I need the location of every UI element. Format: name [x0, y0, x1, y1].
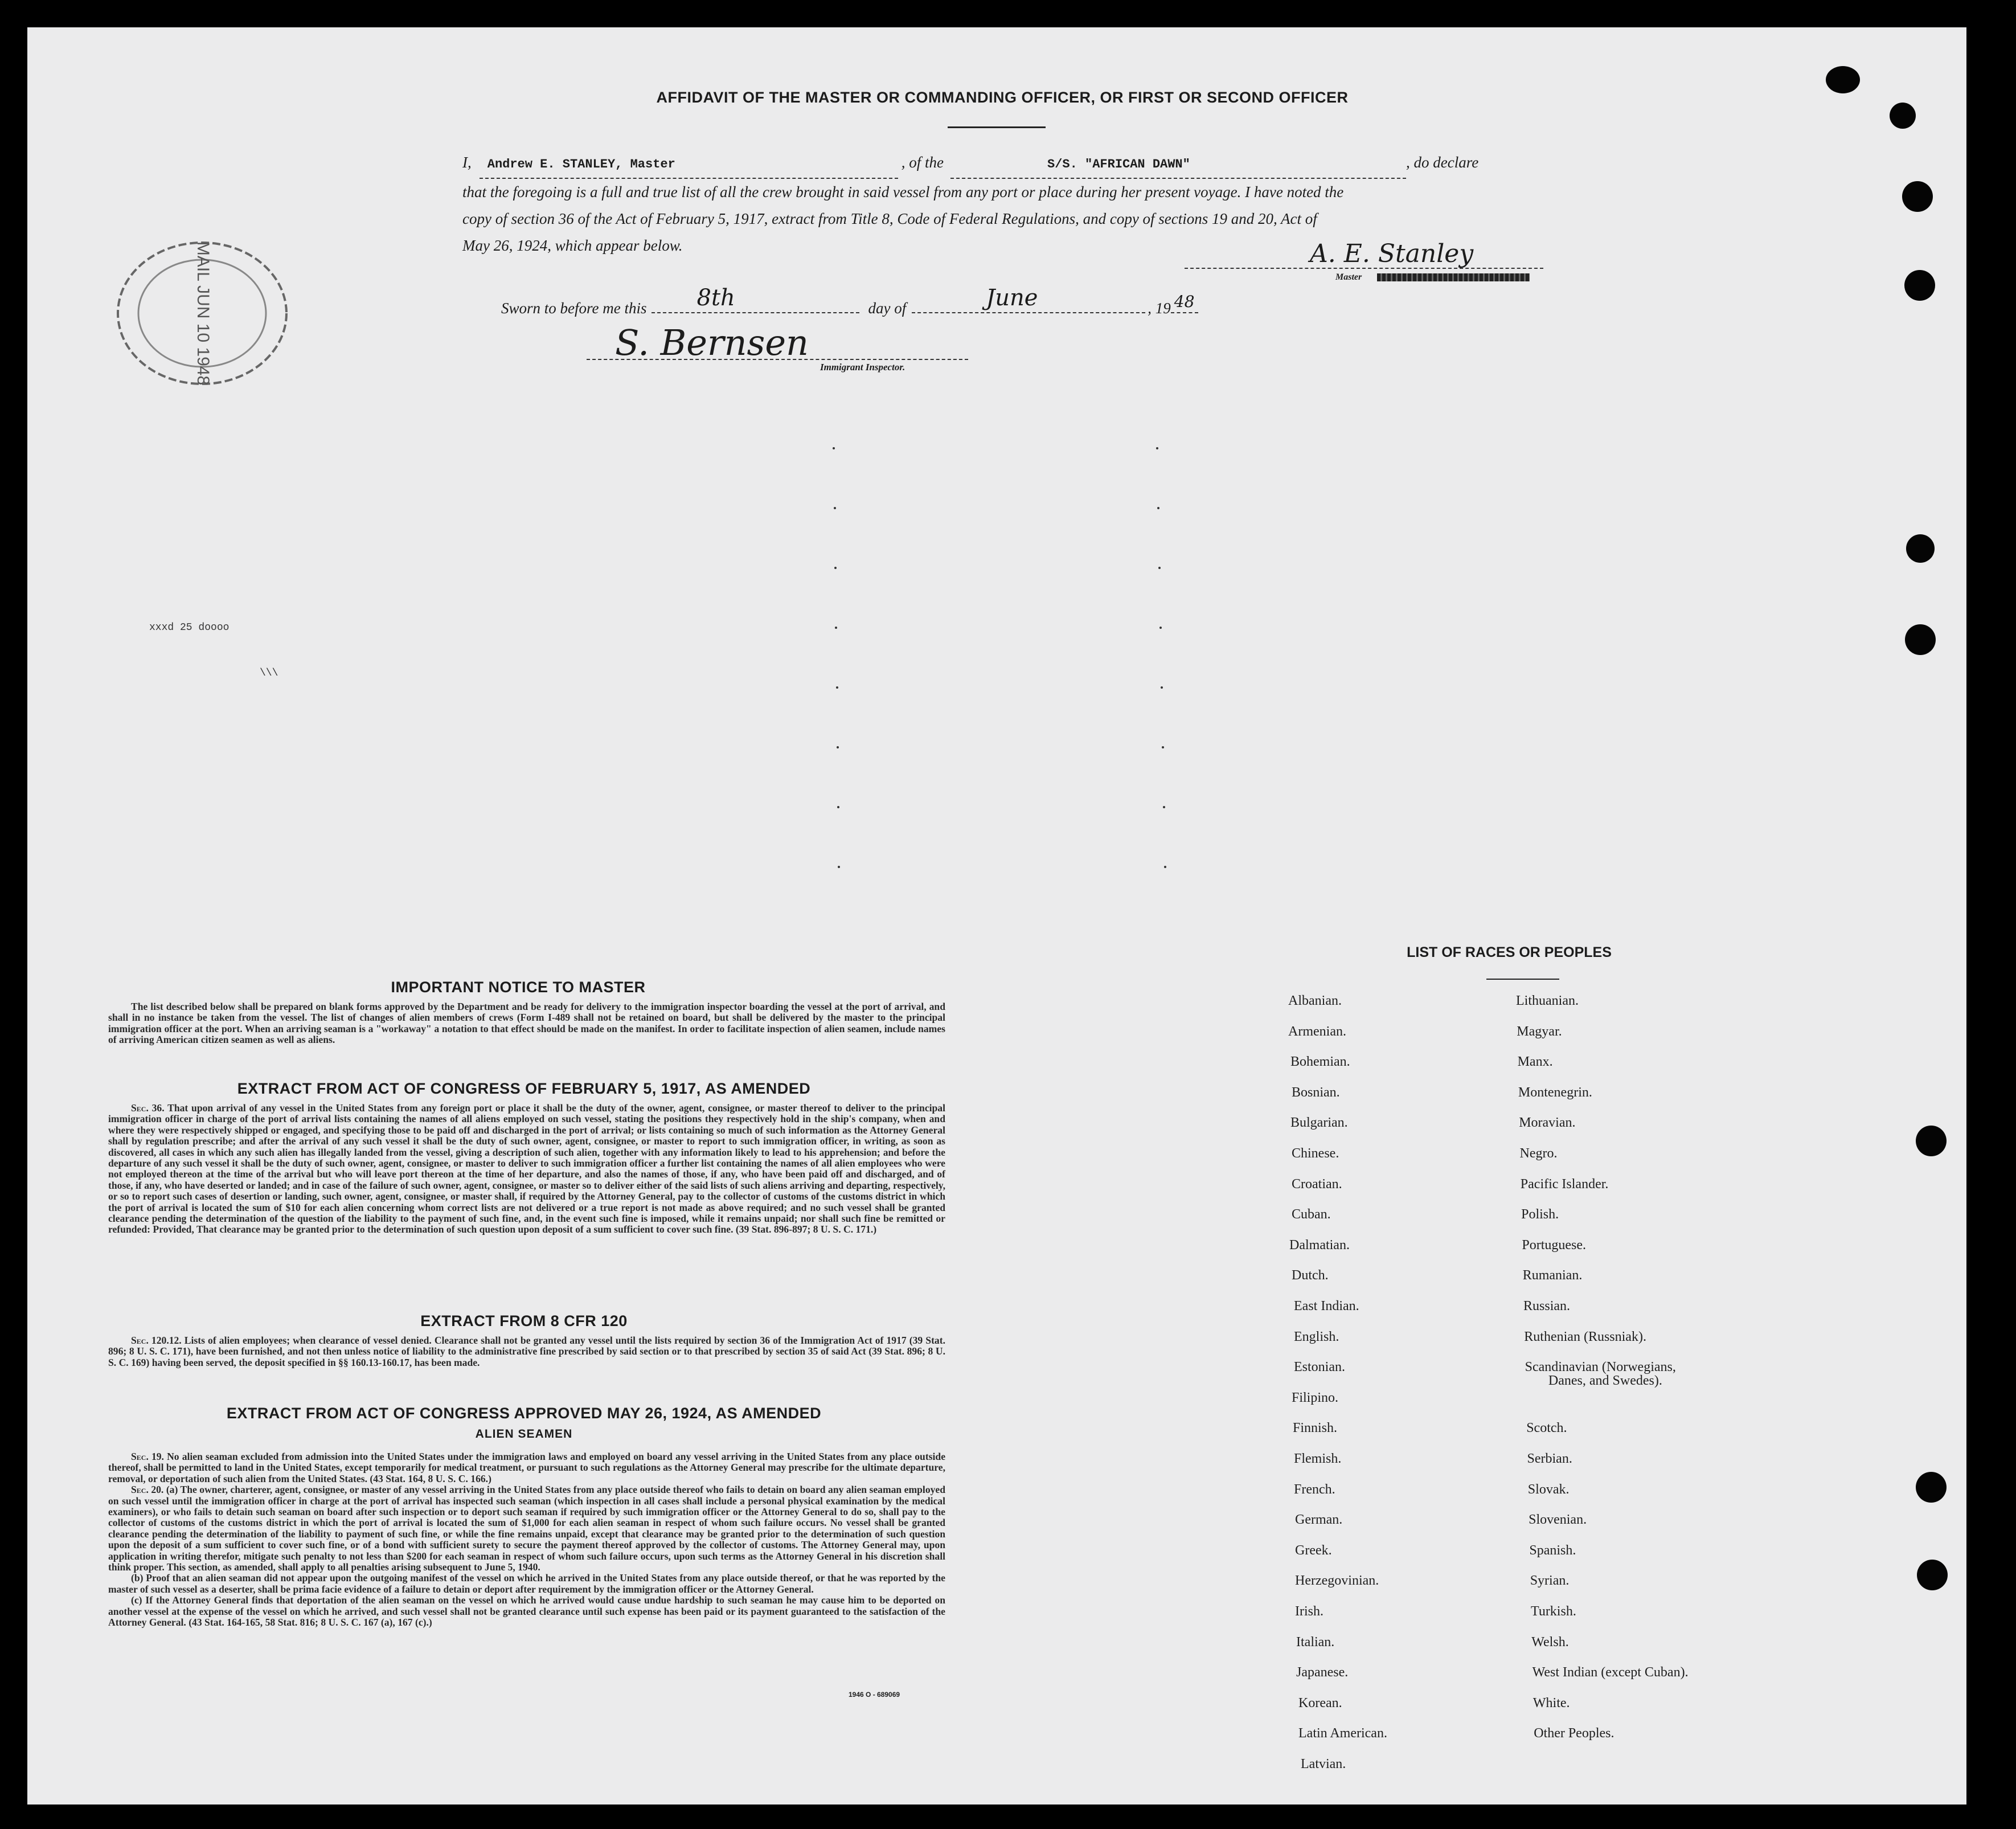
race-item: English.: [1294, 1329, 1339, 1344]
binder-hole: [1905, 624, 1936, 655]
decl-of-the: , of the: [901, 154, 944, 171]
form-dot: [1158, 567, 1161, 569]
race-item: Irish.: [1295, 1604, 1323, 1619]
form-dot: [1156, 447, 1158, 449]
race-item: Syrian.: [1530, 1573, 1570, 1589]
race-item: French.: [1294, 1482, 1335, 1497]
form-dot: [1161, 686, 1163, 689]
binder-hole: [1904, 270, 1935, 301]
vessel-name-field: S/S. "AFRICAN DAWN": [950, 151, 1406, 179]
race-item: Finnish.: [1293, 1421, 1338, 1436]
form-dot: [834, 567, 837, 569]
race-item: Serbian.: [1527, 1451, 1572, 1466]
race-item: Cuban.: [1292, 1207, 1331, 1222]
sworn-line: [501, 285, 1198, 317]
print-code: 1946 O - 689069: [849, 1691, 900, 1699]
form-dot: [837, 806, 839, 808]
race-item: Other Peoples.: [1534, 1726, 1615, 1741]
race-item: Spanish.: [1529, 1542, 1576, 1558]
race-item: Magyar.: [1517, 1024, 1562, 1039]
sworn-day-field: [651, 285, 859, 313]
race-item: Danes, and Swedes).: [1548, 1373, 1662, 1389]
year-prefix: , 19: [1148, 300, 1171, 317]
races-heading: LIST OF RACES OR PEOPLES: [1407, 944, 1612, 960]
race-item: Slovak.: [1527, 1482, 1570, 1497]
race-item: Japanese.: [1296, 1665, 1349, 1680]
decl-line-3: copy of section 36 of the Act of February 5, 1917, extract from Title 8, Code of Federal Regulations, and copy of sections 19 and 20, Act of: [462, 210, 1317, 227]
race-item: Slovenian.: [1529, 1512, 1587, 1528]
race-item: Manx.: [1517, 1054, 1553, 1070]
form-dot: [837, 746, 839, 748]
cfr-body: [108, 1335, 945, 1368]
race-item: Albanian.: [1288, 993, 1342, 1008]
postmark-stamp: [111, 239, 290, 387]
race-item: Dutch.: [1292, 1268, 1329, 1283]
form-dot: [1163, 806, 1165, 808]
race-item: Italian.: [1296, 1634, 1335, 1650]
notice-heading: IMPORTANT NOTICE TO MASTER: [391, 979, 646, 996]
race-item: Estonian.: [1294, 1360, 1345, 1375]
binder-hole: [1826, 66, 1860, 93]
race-item: Bulgarian.: [1290, 1115, 1348, 1131]
race-item: Flemish.: [1294, 1451, 1342, 1466]
race-item: Negro.: [1519, 1146, 1558, 1161]
sworn-month-field: [912, 285, 1145, 313]
extract-1917-heading: EXTRACT FROM ACT OF CONGRESS OF FEBRUARY 5, 1917, AS AMENDED: [237, 1080, 811, 1097]
race-item: Bosnian.: [1292, 1085, 1340, 1100]
form-dot: [1162, 746, 1164, 748]
extract-1924-heading: EXTRACT FROM ACT OF CONGRESS APPROVED MAY 26, 1924, AS AMENDED: [226, 1405, 822, 1422]
decl-prefix: I,: [462, 154, 472, 171]
race-item: Dalmatian.: [1289, 1237, 1350, 1253]
affidavit-title: AFFIDAVIT OF THE MASTER OR COMMANDING OFFICER, OR FIRST OR SECOND OFFICER: [656, 89, 1349, 106]
section-120-text: Lists of alien employees; when clearance of vessel denied. Clearance shall not be granted any vessel until the lists required by section 36 of the Immigration Act of 1917 (39 Stat. 896; 8 U. S. C. 171), have been furnished, and not then unless notice of liability to the administrative fine prescribed by said section or to that prescribed by section 35 of said Act (39 Stat. 896; 8 U. S. C. 169) having been served, the deposit specified in §§ 160.13-160.17, has been made.: [108, 1335, 945, 1368]
race-item: East Indian.: [1294, 1299, 1359, 1314]
race-item: Russian.: [1523, 1299, 1571, 1314]
notice-text: The list described below shall be prepared on blank forms approved by the Department and be ready for delivery to the immigration inspector boarding the vessel at the port of arrival, and shall in no instance be taken from the vessel. The list of changes of alien members of crews (Form I-489 shall not be retained on board, but shall be delivered by the master to the principal immigration officer at the port. When an arriving seaman is a "workaway" a notation to that effect should be made on the manifest. In order to facilitate inspection of alien seamen, include names of arriving American citizen seamen as well as aliens.: [108, 1001, 945, 1046]
sworn-day: 8th: [696, 285, 735, 311]
race-item: Ruthenian (Russniak).: [1524, 1329, 1646, 1344]
race-item: Bohemian.: [1290, 1054, 1350, 1070]
inspector-label: Immigrant Inspector.: [820, 362, 905, 373]
form-dot: [1164, 866, 1166, 868]
race-item: Welsh.: [1531, 1634, 1569, 1650]
form-dot: [833, 447, 835, 449]
binder-hole: [1902, 181, 1933, 212]
day-of-text: day of: [868, 300, 907, 317]
binder-hole: [1890, 103, 1916, 129]
race-item: Lithuanian.: [1516, 993, 1579, 1008]
decl-line-2: that the foregoing is a full and true list of all the crew brought in said vessel from any port or place during her present voyage. I have noted the: [462, 183, 1344, 201]
race-item: Moravian.: [1519, 1115, 1576, 1131]
alien-seamen-heading: ALIEN SEAMEN: [475, 1427, 573, 1441]
race-item: Latin American.: [1298, 1726, 1387, 1741]
sworn-month: June: [986, 285, 1038, 311]
race-item: Chinese.: [1292, 1146, 1339, 1161]
section-20a-text: (a) The owner, charterer, agent, consignee, or master of any vessel arriving in the United States from any place outside thereof who fails to detain on board any alien seaman employed on such vessel until the immigration officer in charge at the port of arrival has inspected such seaman (which inspection in all cases shall include a personal physical examination by the medical examiners), or who fails to detain such seaman on board after such inspection or to deport such seaman if required by such immigration officer or the Attorney General to do so, shall pay to the collector of customs of the customs district in which the port of arrival is located the sum of $1,000 for each alien seaman in respect of whom such failure occurs. No vessel shall be granted clearance pending the determination of the liability to payment of such fine, or while the fine remains unpaid, except that clearance may be granted prior to the determination of such question upon the deposit of a sum sufficient to cover such fine, or of a bond with sufficient surety to secure the payment thereof approved by the collector of customs. The Attorney General may, upon application in writing therefor, mitigate such penalty to not less than $200 for each seaman in respect of whom such failure occurs, upon such terms as the Attorney General in his discretion shall think proper. This section, as amended, shall apply to all penalties arising subsequent to June 5, 1940.: [108, 1484, 946, 1573]
section-20b-text: (b) Proof that an alien seaman did not appear upon the outgoing manifest of the vessel on which he arrived in the United States from any place outside thereof, or that he was reported by the master of such vessel as a deserter, shall be prima facie evidence of a failure to detain or deport after requirement by the immigration officer or the Attorney General.: [108, 1572, 945, 1595]
title-rule: [948, 126, 1046, 128]
cfr-heading: EXTRACT FROM 8 CFR 120: [420, 1312, 628, 1329]
section-20c-text: (c) If the Attorney General finds that deportation of the alien seaman on the vessel on which he arrived would cause undue hardship to such seaman he may cause him to be deported on another vessel at the expense of the vessel on which he arrived, and such vessel shall not be granted clearance until such expense has been paid or its payment guaranteed to the satisfaction of the Attorney General. (43 Stat. 164-165, 58 Stat. 816; 8 U. S. C. 167 (a), 167 (c).): [108, 1594, 945, 1628]
race-item: Latvian.: [1301, 1757, 1346, 1771]
sworn-text: Sworn to before me this: [501, 300, 647, 317]
binder-hole: [1916, 1472, 1947, 1503]
race-item: Rumanian.: [1522, 1268, 1583, 1283]
race-item: Montenegrin.: [1518, 1085, 1592, 1100]
section-36-text: That upon arrival of any vessel in the United States from any foreign port or place it shall be the duty of the owner, agent, consignee, or master thereof to deliver to the principal immigration officer in charge of the port of arrival lists containing the names of all aliens employed on such vessel, stating the positions they respectively hold in the ship's company, when and where they were respectively shipped or engaged, and specifying those to be paid off and discharged in the port of arrival; or lists containing so much of such information as the Attorney General shall by regulation prescribe; and after the arrival of any such vessel it shall be the duty of such owner, agent, consignee, or master to report to such immigration officer, in writing, as soon as discovered, all cases in which any such alien has illegally landed from the vessel, giving a description of such alien, together with any information likely to lead to his apprehension; and before the departure of any such vessel it shall be the duty of such owner, agent, consignee, or master to deliver to such immigration officer a further list containing the names of all alien employees who were not employed thereon at the time of the arrival but who will leave port thereon at the time of her departure, and also the names of those, if any, who have been paid off and discharged, and of those, if any, who have deserted or landed; and in case of the failure of such owner, agent, consignee, or master so to deliver either of the said lists of such aliens arriving and departing, respectively, or so to report such cases of desertion or landing, such owner, agent, consignee, or master shall, if required by the Attorney General, pay to the collector of customs of the customs district in which the port of arrival is located the sum of $10 for each alien concerning whom correct lists are not delivered or a true report is not made as above required; and no such vessel shall be granted clearance pending the determination of the question of the liability to the payment of such fine, and, in the event such fine is imposed, while it remains unpaid; nor shall such fine be remitted or refunded: Provided, That clearance may be granted prior to the determination of such question upon deposit of a sum sufficient to cover such fine. (39 Stat. 896-897; 8 U. S. C. 171.): [108, 1102, 945, 1235]
races-rule: [1486, 979, 1559, 980]
race-item: Pacific Islander.: [1520, 1176, 1609, 1192]
race-item: Portuguese.: [1522, 1237, 1587, 1253]
race-item: Polish.: [1521, 1207, 1559, 1222]
margin-mark: xxxd 25 doooo: [149, 622, 230, 633]
notice-body: [108, 1001, 945, 1046]
master-signature: A. E. Stanley: [1310, 239, 1474, 268]
master-name-field: Andrew E. STANLEY, Master: [480, 151, 898, 179]
race-item: Filipino.: [1292, 1390, 1339, 1405]
section-20-label: Sec. 20.: [131, 1484, 164, 1496]
form-dot: [836, 686, 838, 689]
race-item: Greek.: [1295, 1542, 1332, 1558]
struck-out-text: [1377, 273, 1530, 281]
year-field: [1171, 292, 1198, 313]
inspector-signature: S. Bernsen: [615, 322, 809, 363]
race-item: Scotch.: [1526, 1421, 1567, 1436]
decl-do-declare: , do declare: [1406, 154, 1479, 171]
section-19-label: Sec. 19.: [131, 1451, 164, 1462]
form-dot: [1159, 627, 1162, 629]
race-item: White.: [1533, 1695, 1570, 1711]
form-dot: [838, 866, 840, 868]
binder-hole: [1916, 1126, 1947, 1156]
race-item: Scandinavian (Norwegians,: [1525, 1360, 1676, 1375]
form-dot: [834, 507, 836, 509]
year-suffix: 48: [1174, 292, 1195, 311]
race-item: Korean.: [1298, 1695, 1342, 1711]
section-36-label: Sec. 36.: [131, 1102, 165, 1114]
extract-1917-body: [108, 1103, 945, 1235]
binder-hole: [1917, 1560, 1948, 1590]
binder-hole: [1906, 534, 1935, 563]
master-label: Master: [1335, 272, 1362, 282]
form-dot: [835, 627, 837, 629]
inspector-signature-line: [587, 359, 968, 360]
race-item: Turkish.: [1531, 1604, 1576, 1619]
section-120-label: Sec. 120.12.: [131, 1335, 182, 1346]
margin-mark: \\\: [260, 668, 278, 679]
extract-1924-body: [108, 1451, 945, 1628]
decl-line-4: May 26, 1924, which appear below.: [462, 237, 683, 254]
form-dot: [1157, 507, 1159, 509]
race-item: West Indian (except Cuban).: [1532, 1665, 1689, 1680]
race-item: Croatian.: [1292, 1176, 1342, 1192]
race-item: Herzegovinian.: [1295, 1573, 1379, 1589]
stamp-text: MAIL JUN 10 1948: [194, 241, 212, 386]
race-item: Armenian.: [1288, 1024, 1346, 1039]
race-item: German.: [1295, 1512, 1343, 1528]
section-19-text: No alien seaman excluded from admission into the United States under the immigration laws and employed on board any vessel arriving in the United States from any place outside thereof, shall be permitted to land in the United States, except temporarily for medical treatment, or pursuant to such regulations as the Attorney General may prescribe for the ultimate departure, removal, or deportation of such alien from the United States. (43 Stat. 164, 8 U. S. C. 166.): [108, 1451, 946, 1484]
